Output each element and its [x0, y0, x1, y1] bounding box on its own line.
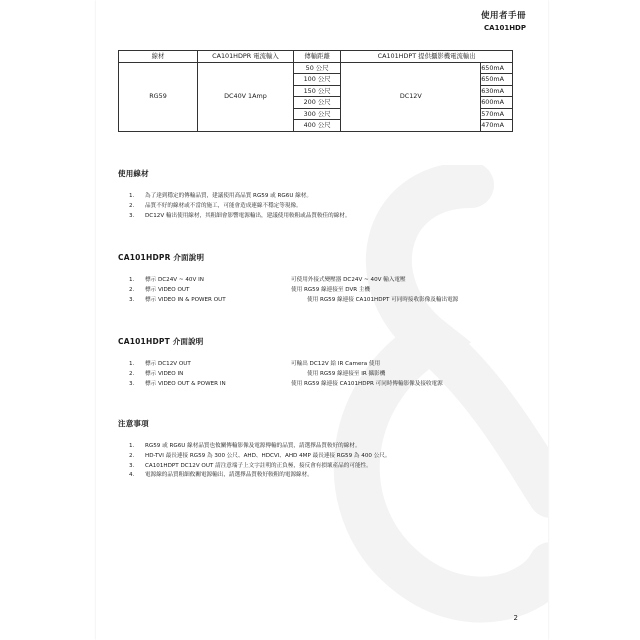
list-item	[118, 370, 386, 380]
item-number: 2.	[129, 286, 135, 293]
current-cell: 600mA	[481, 97, 513, 109]
section-title: 注意事項	[118, 419, 149, 428]
item-number: 2.	[129, 370, 135, 377]
section-hdpr-interface	[118, 252, 459, 305]
ampersand-watermark-icon	[321, 165, 548, 640]
item-label: 標示 DC12V OUT	[145, 361, 191, 367]
list-item	[118, 462, 372, 472]
item-description: 可使用外接式變壓器 DC24V ~ 40V 輸入電壓	[291, 277, 406, 283]
distance-cell: 50 公尺	[293, 62, 340, 74]
distance-cell: 200 公尺	[293, 97, 340, 109]
section-title: 使用線材	[118, 169, 149, 178]
input-cell: DC40V 1Amp	[198, 62, 294, 131]
header-distance: 傳輸距離	[293, 51, 340, 63]
list-item	[118, 202, 302, 212]
item-number: 1.	[129, 361, 135, 367]
item-number: 4.	[129, 472, 135, 479]
section-list	[118, 192, 351, 221]
section-list	[118, 442, 391, 481]
item-number: 2.	[129, 202, 135, 209]
header-input: CA101HDPR 電流輸入	[198, 51, 294, 63]
list-item	[118, 360, 381, 370]
item-label: 標示 VIDEO IN	[145, 370, 184, 377]
power-spec-table	[118, 50, 513, 132]
item-description: 使用 RG59 線連接至 DVR 主機	[291, 286, 371, 293]
item-number: 3.	[129, 380, 135, 387]
item-text: RG59 或 RG6U 線材品質也攸關傳輸影像及電源傳輸的品質，請選擇品質較好的線材。	[145, 443, 361, 449]
list-item	[118, 276, 406, 286]
section-hdpt-interface	[118, 336, 443, 389]
table-row	[119, 62, 513, 74]
list-item	[118, 286, 371, 296]
item-text: 電源線的品質粗細攸關電源輸出，請選擇品質較好較粗的電源線材。	[145, 472, 313, 479]
current-cell: 650mA	[481, 62, 513, 74]
distance-cell: 300 公尺	[293, 108, 340, 120]
voltage-cell: DC12V	[341, 62, 481, 131]
item-text: 品質不好的線材或不當的施工，可能會造成連線不穩定等現像。	[145, 202, 302, 209]
list-item	[118, 380, 443, 390]
item-text: DC12V 輸出使用線材，其粗細會影響電源輸出，建議使用較粗或品質較佳的線材。	[145, 212, 351, 219]
list-item	[118, 471, 313, 481]
item-number: 3.	[129, 212, 135, 219]
header-output: CA101HDPT 提供攝影機電流輸出	[341, 51, 513, 63]
page-number: 2	[513, 614, 518, 622]
item-label: 標示 VIDEO OUT & POWER IN	[145, 380, 226, 387]
item-description: 使用 RG59 線連接 CA101HDPR 可同時傳輸影像及接收電源	[291, 380, 443, 387]
item-label: 標示 VIDEO IN & POWER OUT	[145, 296, 226, 303]
list-item	[118, 296, 459, 306]
distance-cell: 400 公尺	[293, 120, 340, 132]
current-cell: 570mA	[481, 108, 513, 120]
item-number: 1.	[129, 443, 135, 449]
document-title: 使用者手冊	[480, 11, 526, 21]
list-item	[118, 192, 312, 202]
section-notes	[118, 418, 391, 481]
current-cell: 650mA	[481, 74, 513, 86]
distance-cell: 100 公尺	[293, 74, 340, 86]
section-list	[118, 360, 443, 389]
section-title: CA101HDPR 介面說明	[118, 253, 205, 262]
section-cable-usage	[118, 168, 351, 221]
manual-page	[96, 0, 548, 640]
item-number: 1.	[129, 277, 135, 283]
current-cell: 470mA	[481, 120, 513, 132]
distance-cell: 150 公尺	[293, 85, 340, 97]
item-text: 為了達到穩定的傳輸品質，建議使用高品質 RG59 或 RG6U 線材。	[145, 193, 312, 199]
item-description: 使用 RG59 線連接至 IR 攝影機	[307, 370, 386, 377]
item-text: HD-TVI 最長連接 RG59 為 300 公尺、AHD、HDCVI、AHD 4MP 最長連接 RG59 為 400 公尺。	[145, 452, 391, 459]
section-title: CA101HDPT 介面說明	[118, 337, 204, 346]
item-label: 標示 DC24V ~ 40V IN	[145, 277, 204, 283]
list-item	[118, 452, 391, 462]
item-description: 使用 RG59 線連接 CA101HDPT 可同時接收影像及輸出電源	[307, 296, 459, 303]
item-number: 2.	[129, 452, 135, 459]
item-number: 3.	[129, 296, 135, 303]
document-model: CA101HDP	[484, 24, 526, 32]
header-cable: 線材	[119, 51, 198, 63]
item-text: CA101HDPT DC12V OUT 請注意端子上文字註明的正負極，接反會有損壞產品的可能性。	[145, 462, 372, 469]
list-item	[118, 212, 351, 222]
current-cell: 630mA	[481, 85, 513, 97]
list-item	[118, 442, 361, 452]
table-header-row	[119, 51, 513, 63]
cable-cell: RG59	[119, 62, 198, 131]
section-list	[118, 276, 459, 305]
item-description: 可輸出 DC12V 給 IR Camera 使用	[291, 361, 381, 367]
item-number: 3.	[129, 462, 135, 469]
item-number: 1.	[129, 193, 135, 199]
item-label: 標示 VIDEO OUT	[145, 286, 190, 293]
